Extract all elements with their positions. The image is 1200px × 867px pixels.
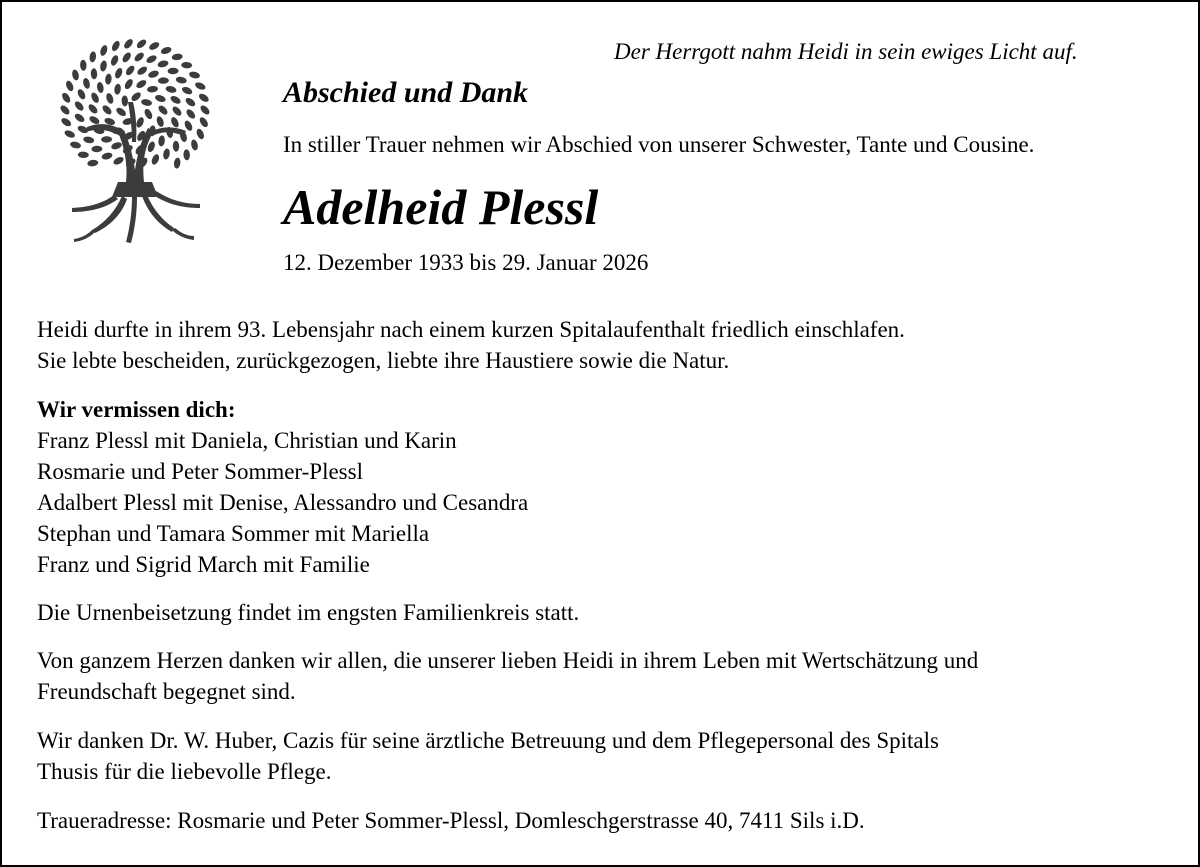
care-thanks-paragraph (37, 725, 939, 787)
text-line: Wir danken Dr. W. Huber, Cazis für seine ärztliche Betreuung und dem Pflegepersonal des Spitals (37, 728, 939, 753)
mourner-item: Stephan und Tamara Sommer mit Mariella (37, 521, 430, 546)
motto-line: Der Herrgott nahm Heidi in sein ewiges Licht auf. (614, 39, 1078, 64)
mourner-item: Franz und Sigrid March mit Familie (37, 552, 370, 577)
notice-heading: Abschied und Dank (283, 76, 529, 109)
deceased-name: Adelheid Plessl (283, 179, 599, 235)
intro-line: In stiller Trauer nehmen wir Abschied von unserer Schwester, Tante und Cousine. (283, 132, 1035, 157)
text-line: Freundschaft begegnet sind. (37, 679, 296, 704)
mourners-label: Wir vermissen dich: (37, 397, 236, 422)
mourner-item: Rosmarie und Peter Sommer-Plessl (37, 459, 363, 484)
burial-paragraph: Die Urnenbeisetzung findet im engsten Familienkreis statt. (37, 600, 580, 625)
thanks-paragraph (37, 645, 978, 707)
mourning-address: Traueradresse: Rosmarie und Peter Sommer-Plessl, Domleschgerstrasse 40, 7411 Sils i.D. (37, 808, 865, 833)
text-line: Von ganzem Herzen danken wir allen, die unserer lieben Heidi in ihrem Leben mit Wertschätzung und (37, 648, 979, 673)
life-paragraph (37, 314, 905, 376)
text-line: Heidi durfte in ihrem 93. Lebensjahr nach einem kurzen Spitalaufenthalt friedlich einschlafen. (37, 317, 905, 342)
mourners-list (37, 394, 528, 580)
text-line: Sie lebte bescheiden, zurückgezogen, liebte ihre Haustiere sowie die Natur. (37, 348, 730, 373)
mourner-item: Franz Plessl mit Daniela, Christian und Karin (37, 428, 457, 453)
tree-of-life-icon (32, 32, 238, 250)
mourner-item: Adalbert Plessl mit Denise, Alessandro und Cesandra (37, 490, 529, 515)
life-dates: 12. Dezember 1933 bis 29. Januar 2026 (283, 250, 649, 275)
text-line: Thusis für die liebevolle Pflege. (37, 759, 332, 784)
